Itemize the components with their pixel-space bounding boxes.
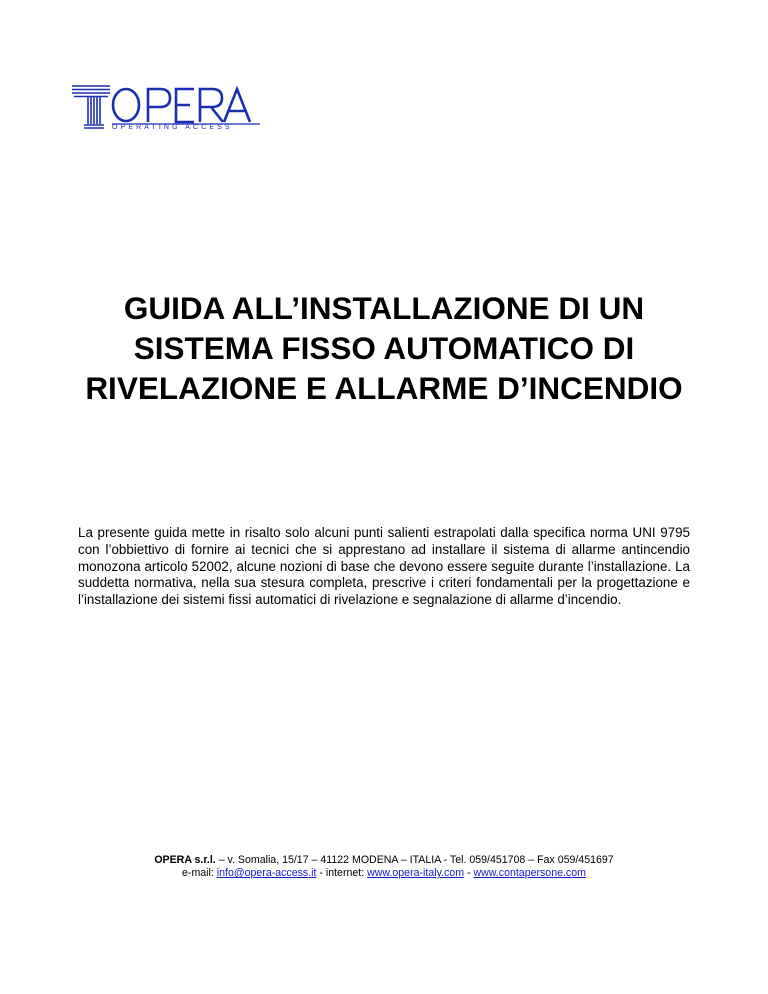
footer-contacts-line [60,867,708,880]
footer-company-name: OPERA s.r.l. [154,854,216,866]
footer [60,854,708,880]
title-line-3: RIVELAZIONE E ALLARME D’INCENDIO [85,370,683,406]
title-line-2: SISTEMA FISSO AUTOMATICO DI [133,330,635,366]
opera-logo-tagline: OPERATING ACCESS [112,124,233,131]
title-line-1: GUIDA ALL’INSTALLAZIONE DI UN [123,290,645,326]
footer-website-link-2[interactable]: www.contapersone.com [473,867,586,879]
footer-separator: - [464,867,474,879]
footer-email-label: e-mail: [182,867,217,879]
intro-paragraph: La presente guida mette in risalto solo alcuni punti salienti estrapolati dalla specifica norma UNI 9795 con l’obbiettivo di fornire ai tecnici che si apprestano ad installare il sistema di allarme antincendio monozona articolo 52002, alcune nozioni di base che devono essere seguite durante l’installazione. La suddetta normativa, nella sua stesura completa, prescrive i criteri fondamentali per la progettazione e l’installazione dei sistemi fissi automatici di rivelazione e segnalazione di allarme d’incendio. [78,525,690,608]
footer-address: – v. Somalia, 15/17 – 41122 MODENA – ITALIA - Tel. 059/451708 – Fax 059/451697 [215,854,614,866]
footer-email-link[interactable]: info@opera-access.it [216,867,317,879]
footer-address-line [60,854,708,867]
document-title [60,288,708,408]
footer-internet-label: - internet: [316,867,368,879]
opera-logo [70,80,266,136]
footer-website-link-1[interactable]: www.opera-italy.com [367,867,465,879]
